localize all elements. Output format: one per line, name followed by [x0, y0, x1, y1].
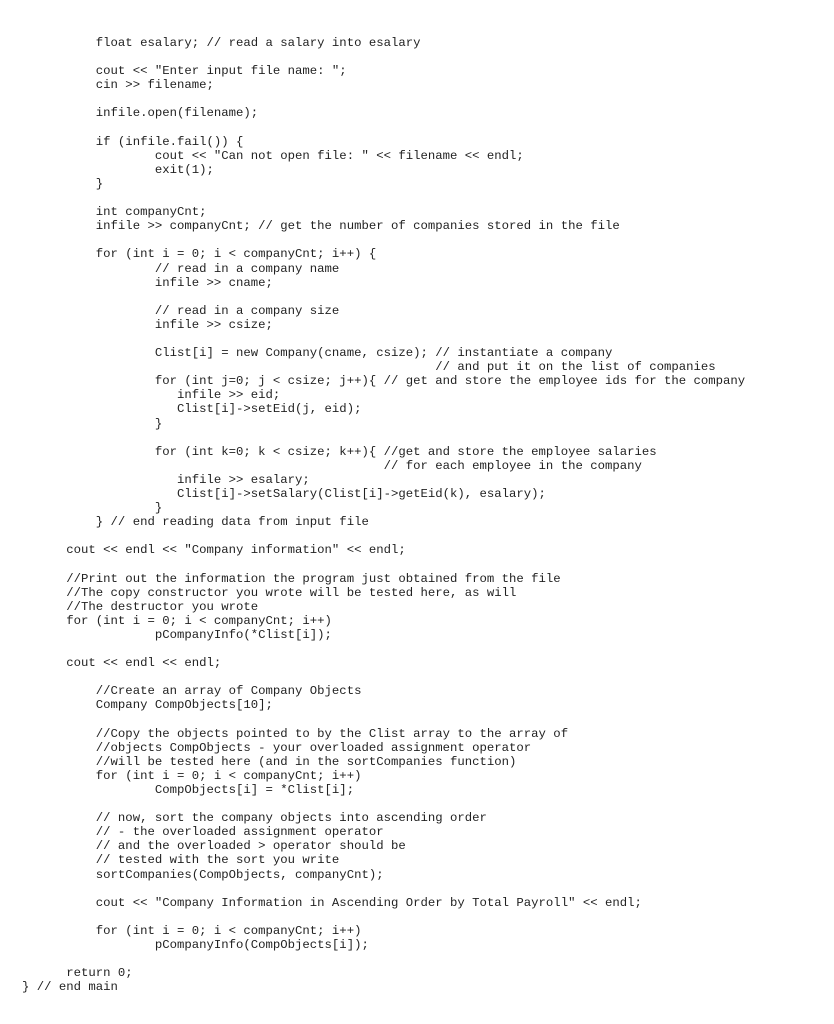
code-line [22, 642, 745, 656]
code-line: //The destructor you wrote [22, 599, 259, 614]
code-line: Clist[i]->setEid(j, eid); [22, 402, 362, 417]
code-line: //Print out the information the program just obtained from the file [22, 571, 561, 586]
code-line: cout << "Enter input file name: "; [22, 64, 347, 79]
code-line: infile >> cname; [22, 275, 273, 290]
code-line [22, 290, 745, 304]
code-line [22, 670, 745, 684]
code-line: //objects CompObjects - your overloaded assignment operator [22, 740, 532, 755]
code-line: Clist[i] = new Company(cname, csize); // instantiate a company [22, 346, 613, 361]
code-line: //Copy the objects pointed to by the Clist array to the array of [22, 726, 569, 741]
code-line: for (int i = 0; i < companyCnt; i++) [22, 923, 362, 938]
code-line: // tested with the sort you write [22, 853, 340, 868]
code-line: Company CompObjects[10]; [22, 698, 273, 713]
code-line: // now, sort the company objects into ascending order [22, 811, 487, 826]
code-line [22, 529, 745, 543]
code-line [22, 713, 745, 727]
code-line: pCompanyInfo(CompObjects[i]); [22, 938, 369, 952]
code-line: // - the overloaded assignment operator [22, 825, 384, 840]
code-line: for (int i = 0; i < companyCnt; i++) [22, 613, 332, 628]
code-line: CompObjects[i] = *Clist[i]; [22, 782, 355, 797]
code-line: //The copy constructor you wrote will be tested here, as will [22, 585, 517, 600]
code-line [22, 557, 745, 571]
code-line: // and put it on the list of companies [22, 360, 716, 375]
code-line [22, 797, 745, 811]
code-line: infile >> esalary; [22, 472, 310, 487]
code-line [22, 92, 745, 106]
code-line: if (infile.fail()) { [22, 134, 244, 149]
code-line: exit(1); [22, 162, 214, 177]
code-line: float esalary; // read a salary into esalary [22, 36, 421, 50]
code-line: sortCompanies(CompObjects, companyCnt); [22, 867, 384, 882]
code-line: // read in a company size [22, 303, 340, 318]
code-line: } [22, 416, 163, 431]
code-line: //Create an array of Company Objects [22, 684, 362, 699]
code-line: // read in a company name [22, 261, 340, 276]
code-line: for (int i = 0; i < companyCnt; i++) { [22, 247, 377, 262]
code-line: int companyCnt; [22, 205, 207, 220]
code-line: infile >> csize; [22, 317, 273, 332]
code-line: return 0; [22, 966, 133, 981]
code-line [22, 121, 745, 135]
code-line [22, 882, 745, 896]
code-line: cout << endl << "Company information" << endl; [22, 543, 406, 558]
code-line: Clist[i]->setSalary(Clist[i]->getEid(k), esalary); [22, 487, 546, 501]
code-line: } // end reading data from input file [22, 515, 369, 530]
code-line: infile.open(filename); [22, 106, 259, 121]
code-line: for (int i = 0; i < companyCnt; i++) [22, 768, 362, 783]
code-line: cin >> filename; [22, 78, 214, 93]
code-listing [22, 36, 745, 994]
code-line: //will be tested here (and in the sortCompanies function) [22, 754, 517, 769]
code-line: cout << "Company Information in Ascending Order by Total Payroll" << endl; [22, 895, 642, 910]
code-line: // for each employee in the company [22, 458, 642, 473]
code-line: for (int j=0; j < csize; j++){ // get and store the employee ids for the company [22, 374, 746, 389]
code-line [22, 191, 745, 205]
code-line: } [22, 176, 104, 191]
code-line [22, 50, 745, 64]
code-line [22, 952, 745, 966]
code-line: infile >> eid; [22, 388, 281, 403]
code-line: cout << endl << endl; [22, 656, 222, 671]
code-line [22, 233, 745, 247]
code-line: for (int k=0; k < csize; k++){ //get and store the employee salaries [22, 444, 657, 459]
code-line [22, 910, 745, 924]
code-line: infile >> companyCnt; // get the number of companies stored in the file [22, 219, 620, 234]
code-line [22, 332, 745, 346]
code-line: // and the overloaded > operator should be [22, 839, 406, 854]
code-line: pCompanyInfo(*Clist[i]); [22, 627, 332, 642]
code-line [22, 431, 745, 445]
code-line: } // end main [22, 980, 118, 995]
code-line: } [22, 501, 163, 516]
code-line: cout << "Can not open file: " << filename << endl; [22, 148, 524, 163]
